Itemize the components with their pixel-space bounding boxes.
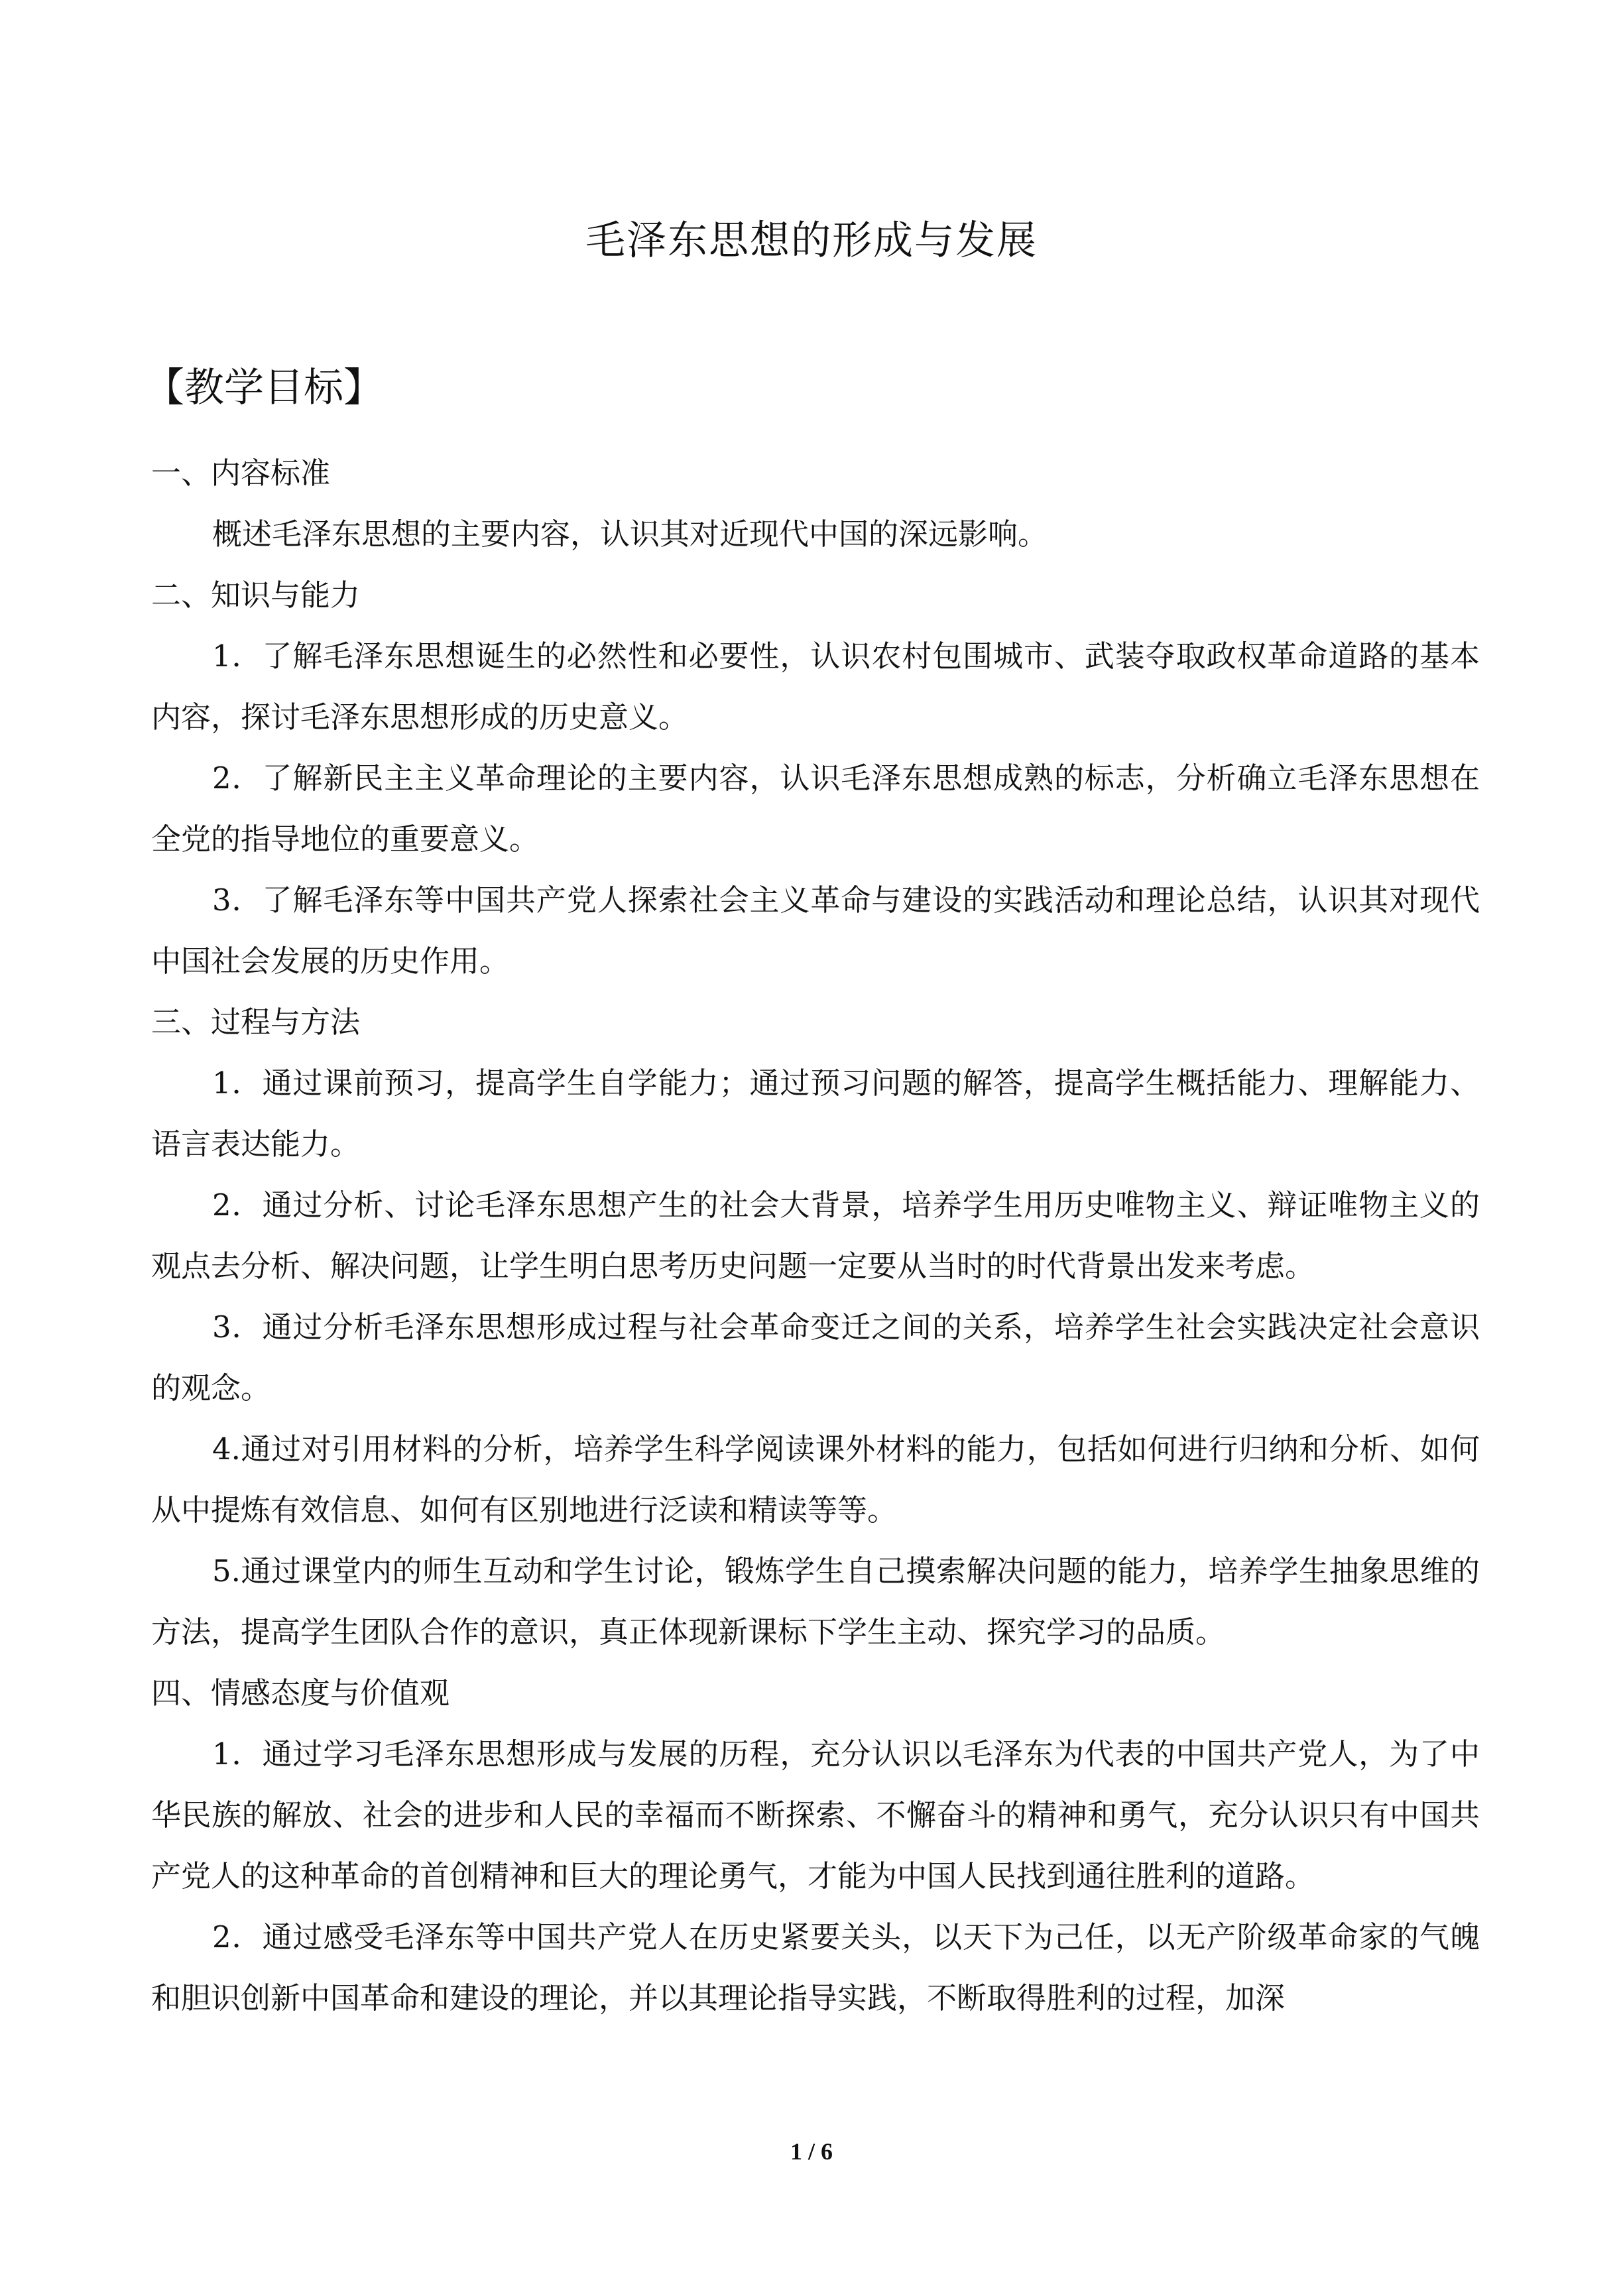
paragraph: 1．通过学习毛泽东思想形成与发展的历程，充分认识以毛泽东为代表的中国共产党人，为了中华民族的解放、社会的进步和人民的幸福而不断探索、不懈奋斗的精神和勇气，充分认识只有中国共产党人的这种革命的首创精神和巨大的理论勇气，才能为中国人民找到通往胜利的道路。 xyxy=(151,1736,1480,1894)
document-title: 毛泽东思想的形成与发展 xyxy=(585,217,1038,264)
paragraph: 1．了解毛泽东思想诞生的必然性和必要性，认识农村包围城市、武装夺取政权革命道路的基本内容，探讨毛泽东思想形成的历史意义。 xyxy=(151,638,1480,735)
subsection-heading-emotion-values: 四、情感态度与价值观 xyxy=(151,1675,450,1711)
paragraph: 2．通过感受毛泽东等中国共产党人在历史紧要关头，以天下为己任，以无产阶级革命家的气魄和胆识创新中国革命和建设的理论，并以其理论指导实践，不断取得胜利的过程，加深 xyxy=(151,1919,1480,2016)
paragraph: 2．了解新民主主义革命理论的主要内容，认识毛泽东思想成熟的标志，分析确立毛泽东思想在全党的指导地位的重要意义。 xyxy=(151,760,1480,857)
paragraph: 3．了解毛泽东等中国共产党人探索社会主义革命与建设的实践活动和理论总结，认识其对现代中国社会发展的历史作用。 xyxy=(151,882,1480,979)
paragraph: 5.通过课堂内的师生互动和学生讨论，锻炼学生自己摸索解决问题的能力，培养学生抽象思维的方法，提高学生团队合作的意识，真正体现新课标下学生主动、探究学习的品质。 xyxy=(151,1553,1480,1650)
document-body xyxy=(151,443,1480,2029)
page-number: 1 / 6 xyxy=(790,2138,833,2165)
paragraph: 4.通过对引用材料的分析，培养学生科学阅读课外材料的能力，包括如何进行归纳和分析、如何从中提炼有效信息、如何有区别地进行泛读和精读等等。 xyxy=(151,1431,1480,1528)
subsection-heading-knowledge-ability: 二、知识与能力 xyxy=(151,577,361,613)
paragraph: 1．通过课前预习，提高学生自学能力；通过预习问题的解答，提高学生概括能力、理解能力、语言表达能力。 xyxy=(151,1065,1480,1162)
subsection-heading-process-method: 三、过程与方法 xyxy=(151,1004,361,1040)
subsection-heading-content-standard: 一、内容标准 xyxy=(151,455,331,491)
paragraph: 2．通过分析、讨论毛泽东思想产生的社会大背景，培养学生用历史唯物主义、辩证唯物主义的观点去分析、解决问题，让学生明白思考历史问题一定要从当时的时代背景出发来考虑。 xyxy=(151,1187,1480,1284)
section-heading-teaching-goals: 【教学目标】 xyxy=(145,365,383,411)
paragraph: 3．通过分析毛泽东思想形成过程与社会革命变迁之间的关系，培养学生社会实践决定社会意识的观念。 xyxy=(151,1309,1480,1406)
paragraph: 概述毛泽东思想的主要内容，认识其对近现代中国的深远影响。 xyxy=(212,516,1048,552)
